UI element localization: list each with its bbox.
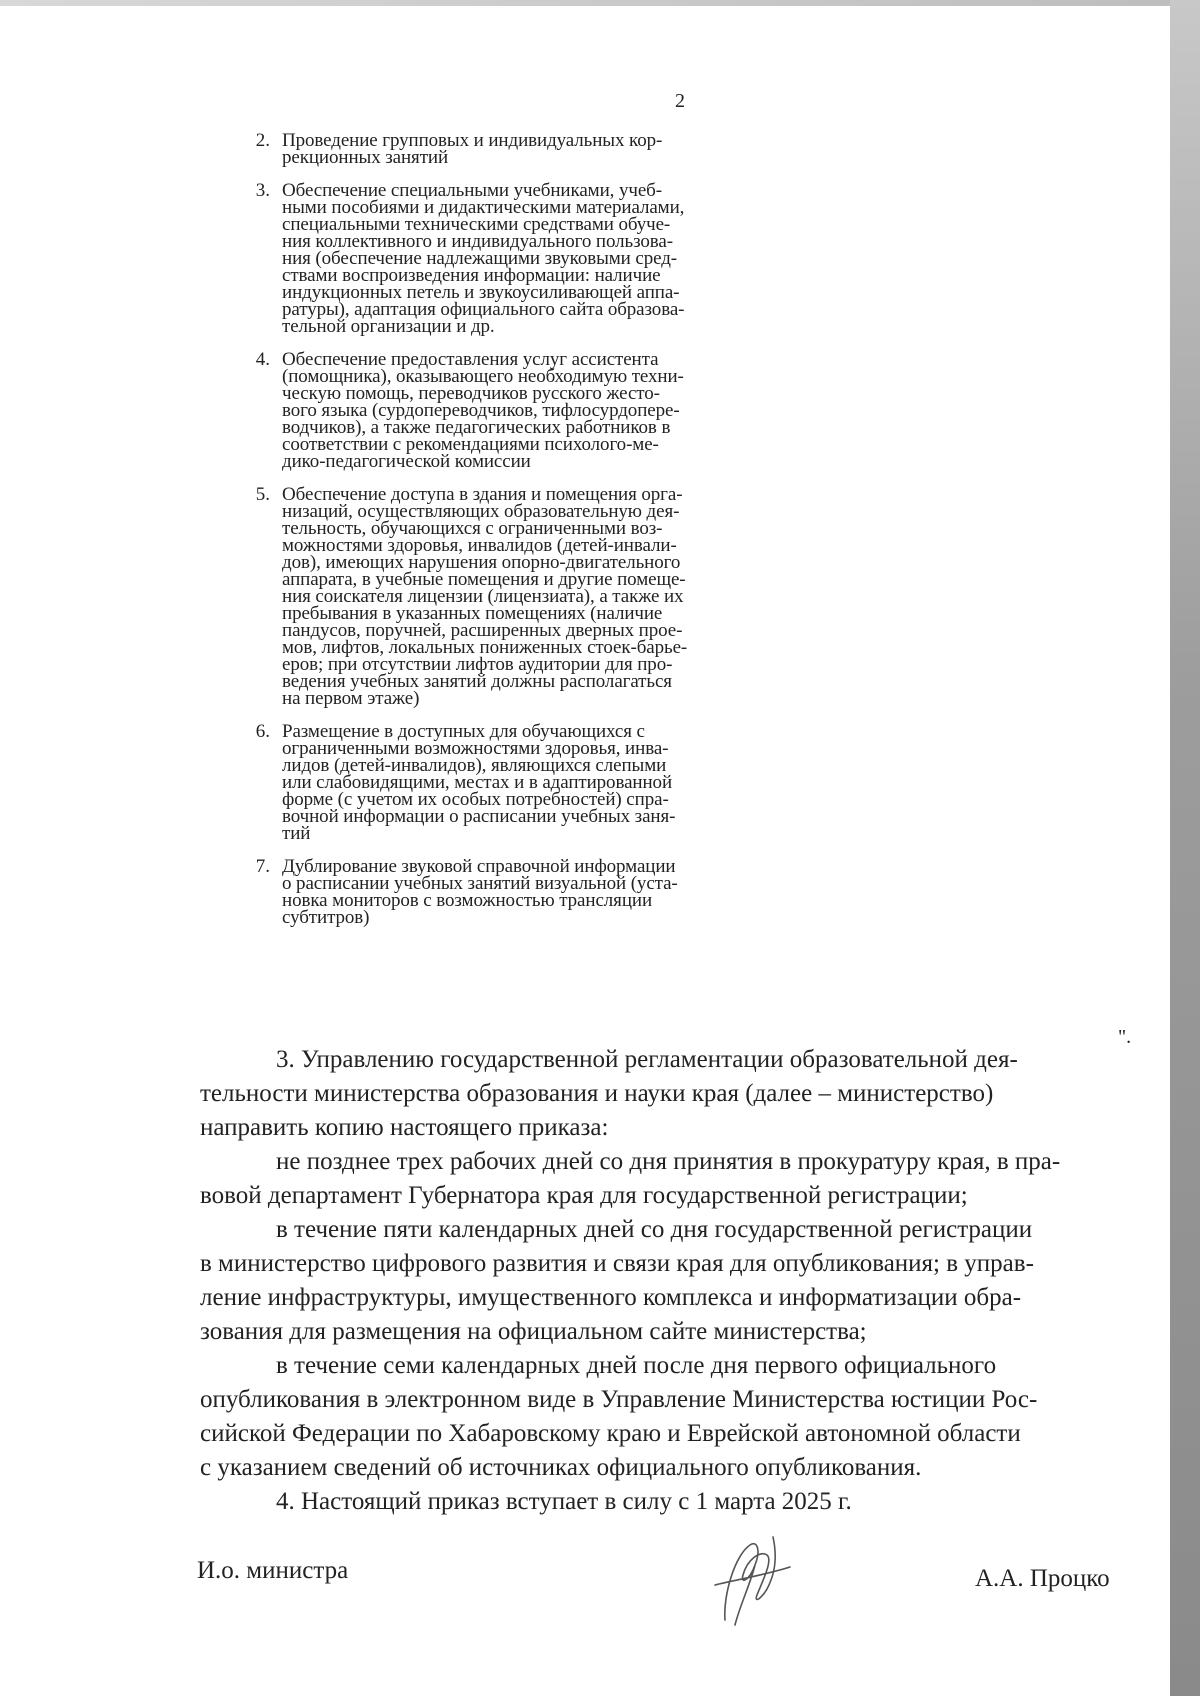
row-number: 5.: [255, 484, 270, 505]
paragraph-prosecutor: не позднее трех рабочих дней со дня принятия в прокуратуру края, в пра- вовой департамент Губернатора края для государственной регистрации;: [200, 1148, 1061, 1209]
paragraph-3: 3. Управлению государственной регламентации образовательной дея- тельности министерства образования и науки края (далее – министерство) направить копию настоящего приказа:: [200, 1046, 1018, 1141]
row-number: 2.: [255, 130, 270, 151]
signatory-position: И.о. министра: [197, 1557, 349, 1584]
signatory-name: А.А. Процко: [975, 1565, 1110, 1592]
table-row: [222, 182, 792, 335]
table-row: [222, 132, 792, 166]
row-text: Дублирование звуковой справочной информации о расписании учебных занятий визуальной (уста- новка мониторов с возможностью трансляции субтитров): [282, 856, 678, 928]
row-number: 7.: [255, 856, 270, 877]
paragraph-digital: в течение пяти календарных дней со дня государственной регистрации в министерство цифрового развития и связи края для опубликования; в управ- ление инфраструктуры, имущественного комплекса и информатизации обра- зования для размещения на официальном сайте министерства;: [200, 1216, 1034, 1345]
page-number: 2: [675, 90, 685, 112]
order-body: [200, 1043, 1140, 1519]
row-text: Обеспечение предоставления услуг ассистента (помощника), оказывающего необходимую техни- ческую помощь, переводчиков русского жесто- вого языка (сурдопереводчиков, тифлосурдопере- водчиков), а также педагогических работников в соответствии с рекомендациями психолого-ме- дико-педагогической комиссии: [282, 349, 684, 472]
table-row: [222, 723, 792, 842]
scan-edge-right: [1170, 0, 1200, 1696]
row-text: Размещение в доступных для обучающихся с ограниченными возможностями здоровья, инва- лидов (детей-инвалидов), являющихся слепыми или слабовидящими, местах и в адаптированной форме (с учетом их особых потребностей) спра- вочной информации о расписании учебных заня- тий: [282, 721, 676, 844]
closing-quote: ".: [1118, 1026, 1132, 1048]
row-number: 6.: [255, 721, 270, 742]
paragraph-justice: в течение семи календарных дней после дня первого официального опубликования в электронном виде в Управление Министерства юстиции Рос- сийской Федерации по Хабаровскому краю и Еврейской автономной области с указанием сведений об источниках официального опубликования.: [200, 1352, 1038, 1481]
table-row: [222, 858, 792, 926]
table-row: [222, 486, 792, 707]
paragraph-4: 4. Настоящий приказ вступает в силу с 1 марта 2025 г.: [276, 1488, 852, 1515]
row-number: 4.: [255, 349, 270, 370]
row-text: Проведение групповых и индивидуальных кор- рекционных занятий: [282, 130, 663, 168]
scan-edge-top: [0, 0, 1200, 6]
row-text: Обеспечение доступа в здания и помещения орга- низаций, осуществляющих образовательную дея- тельность, обучающихся с ограниченными воз- можностями здоровья, инвалидов (детей-инвали- дов), имеющих нарушения опорно-двигательного аппарата, в учебные помещения и другие помеще- ния соискателя лицензии (лицензиата), а также их пребывания в указанных помещениях (наличие пандусов, поручней, расширенных дверных прое- мов, лифтов, локальных пониженных стоек-барье- еров; при отсутствии лифтов аудитории для про- ведения учебных занятий должны располагаться на первом этаже): [282, 484, 688, 709]
row-text: Обеспечение специальными учебниками, учеб- ными пособиями и дидактическими материалами, специальными техническими средствами обуче- ния коллективного и индивидуального пользова- ния (обеспечение надлежащими звуковыми сред- ствами воспроизведения информации: наличие индукционных петель и звукоусиливающей аппа- ратуры), адаптация официального сайта образова- тельной организации и др.: [282, 180, 685, 337]
handwritten-signature: [695, 1525, 795, 1630]
requirements-table: [222, 132, 792, 932]
table-row: [222, 351, 792, 470]
row-number: 3.: [255, 180, 270, 201]
